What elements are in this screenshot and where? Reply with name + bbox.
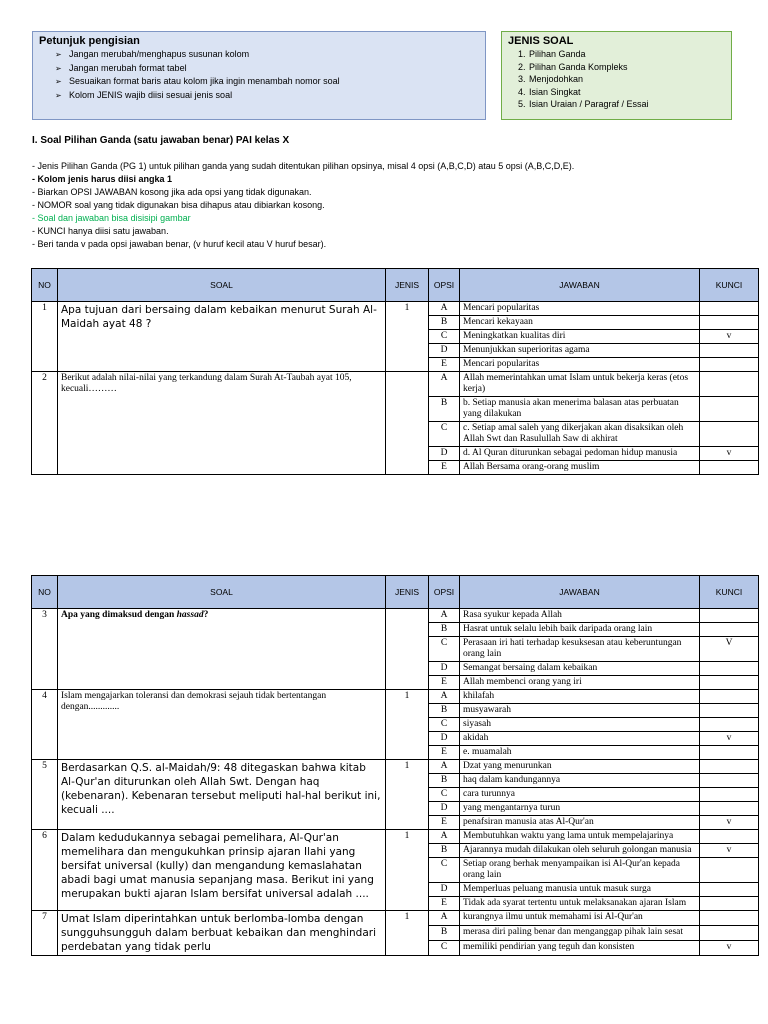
jenis-soal-label: Pilihan Ganda Kompleks <box>529 61 628 72</box>
option-answer: Allah memerintahkan umat Islam untuk bekerja keras (etos kerja) <box>460 372 700 397</box>
option-key <box>700 897 759 911</box>
option-letter: B <box>429 774 460 788</box>
header-soal: SOAL <box>58 269 386 302</box>
table-row <box>32 830 759 844</box>
header-opsi: OPSI <box>429 269 460 302</box>
option-answer: cara turunnya <box>460 788 700 802</box>
option-letter: D <box>429 802 460 816</box>
option-letter: B <box>429 623 460 637</box>
option-answer: Tidak ada syarat tertentu untuk melaksanakan ajaran Islam <box>460 897 700 911</box>
instruction-line: - NOMOR soal yang tidak digunakan bisa dihapus atau dibiarkan kosong. <box>32 200 325 210</box>
option-key <box>700 704 759 718</box>
option-letter: E <box>429 461 460 475</box>
question-table-1 <box>31 268 759 475</box>
option-answer: Ajarannya mudah dilakukan oleh seluruh golongan manusia <box>460 844 700 858</box>
option-key <box>700 690 759 704</box>
option-key: v <box>700 732 759 746</box>
question-jenis: 1 <box>386 760 429 830</box>
option-key: v <box>700 447 759 461</box>
option-letter: A <box>429 372 460 397</box>
option-letter: E <box>429 746 460 760</box>
jenis-soal-label: Menjodohkan <box>529 74 584 84</box>
option-key: v <box>700 844 759 858</box>
instructions <box>32 160 752 251</box>
option-key: v <box>700 330 759 344</box>
option-key <box>700 788 759 802</box>
question-text: Islam mengajarkan toleransi dan demokrasi sejauh tidak bertentangan dengan............. <box>58 690 386 760</box>
jenis-soal-number: 4. <box>518 86 526 97</box>
option-answer: Meningkatkan kualitas diri <box>460 330 700 344</box>
table-row <box>32 302 759 316</box>
option-answer: Perasaan iri hati terhadap kesuksesan atau keberuntungan orang lain <box>460 637 700 662</box>
jenis-soal-item <box>508 61 725 74</box>
jenis-soal-item <box>508 48 725 61</box>
question-number: 4 <box>32 690 58 760</box>
option-key <box>700 623 759 637</box>
table-row <box>32 372 759 397</box>
option-key <box>700 760 759 774</box>
jenis-soal-label: Pilihan Ganda <box>529 49 586 59</box>
option-answer: kurangnya ilmu untuk memahami isi Al-Qur'an <box>460 911 700 926</box>
option-key <box>700 609 759 623</box>
jenis-soal-label: Isian Uraian / Paragraf / Essai <box>529 99 649 109</box>
option-key <box>700 883 759 897</box>
option-answer: musyawarah <box>460 704 700 718</box>
option-key <box>700 911 759 926</box>
option-answer: Semangat bersaing dalam kebaikan <box>460 662 700 676</box>
option-key <box>700 676 759 690</box>
option-answer: Memperluas peluang manusia untuk masuk surga <box>460 883 700 897</box>
option-letter: A <box>429 302 460 316</box>
option-key: v <box>700 941 759 956</box>
option-letter: C <box>429 788 460 802</box>
option-letter: C <box>429 422 460 447</box>
option-answer: Setiap orang berhak menyampaikan isi Al-Qur'an kepada orang lain <box>460 858 700 883</box>
question-number: 5 <box>32 760 58 830</box>
table-row <box>32 690 759 704</box>
option-answer: siyasah <box>460 718 700 732</box>
question-number: 6 <box>32 830 58 911</box>
table-header-row <box>32 269 759 302</box>
option-letter: B <box>429 844 460 858</box>
question-number: 2 <box>32 372 58 475</box>
option-key: V <box>700 637 759 662</box>
question-jenis: 1 <box>386 830 429 911</box>
option-letter: C <box>429 858 460 883</box>
option-letter: D <box>429 732 460 746</box>
option-letter: E <box>429 358 460 372</box>
option-answer: d. Al Quran diturunkan sebagai pedoman hidup manusia <box>460 447 700 461</box>
option-key <box>700 774 759 788</box>
jenis-soal-label: Isian Singkat <box>529 86 581 97</box>
option-answer: haq dalam kandungannya <box>460 774 700 788</box>
header-no: NO <box>32 269 58 302</box>
question-number: 1 <box>32 302 58 372</box>
option-letter: B <box>429 316 460 330</box>
option-letter: C <box>429 637 460 662</box>
option-answer: Mencari popularitas <box>460 358 700 372</box>
petunjuk-item: ➢ Jangan merubah format tabel <box>39 62 479 76</box>
table-row <box>32 760 759 774</box>
option-key: v <box>700 816 759 830</box>
instruction-line: - KUNCI hanya diisi satu jawaban. <box>32 226 169 236</box>
option-key <box>700 926 759 941</box>
option-answer: yang mengantarnya turun <box>460 802 700 816</box>
option-letter: D <box>429 883 460 897</box>
option-answer: Mencari popularitas <box>460 302 700 316</box>
header-kunci: KUNCI <box>700 576 759 609</box>
question-jenis: 1 <box>386 911 429 956</box>
option-letter: B <box>429 926 460 941</box>
question-text: Apa tujuan dari bersaing dalam kebaikan menurut Surah Al-Maidah ayat 48 ? <box>58 302 386 372</box>
petunjuk-item: ➢ Sesuaikan format baris atau kolom jika ingin menambah nomor soal <box>39 75 479 89</box>
option-answer: Mencari kekayaan <box>460 316 700 330</box>
question-number: 3 <box>32 609 58 690</box>
header-soal: SOAL <box>58 576 386 609</box>
jenis-soal-list <box>508 48 725 111</box>
option-key <box>700 316 759 330</box>
option-key <box>700 302 759 316</box>
option-key <box>700 746 759 760</box>
option-letter: A <box>429 690 460 704</box>
option-answer: Hasrat untuk selalu lebih baik daripada orang lain <box>460 623 700 637</box>
option-letter: C <box>429 941 460 956</box>
section-title: I. Soal Pilihan Ganda (satu jawaban benar) PAI kelas X <box>32 135 290 146</box>
question-text: Umat Islam diperintahkan untuk berlomba-lomba dengan sungguhsungguh dalam berbuat kebaikan dan menghindari perdebatan yang tidak perlu <box>58 911 386 956</box>
question-jenis <box>386 372 429 475</box>
option-key <box>700 718 759 732</box>
question-text: Berikut adalah nilai-nilai yang terkandung dalam Surah At-Taubah ayat 105, kecuali……… <box>58 372 386 475</box>
petunjuk-title: Petunjuk pengisian <box>39 35 140 47</box>
question-text: Berdasarkan Q.S. al-Maidah/9: 48 ditegaskan bahwa kitab Al-Qur'an diturunkan oleh Allah Swt. Dengan haq (kebenaran). Kebenaran tersebut meliputi hal-hal berikut ini, kecuali .... <box>58 760 386 830</box>
option-key <box>700 397 759 422</box>
option-key <box>700 858 759 883</box>
instruction-line: - Jenis Pilihan Ganda (PG 1) untuk pilihan ganda yang sudah ditentukan pilihan opsinya, misal 4 opsi (A,B,C,D) atau 5 opsi (A,B,C,D,E). <box>32 161 575 171</box>
question-text: Apa yang dimaksud dengan hassad? <box>58 609 386 690</box>
header-jenis: JENIS <box>386 576 429 609</box>
option-letter: E <box>429 676 460 690</box>
option-letter: A <box>429 830 460 844</box>
italic-term: hassad <box>176 610 204 620</box>
instruction-line: - Kolom jenis harus diisi angka 1 <box>32 174 173 184</box>
option-letter: D <box>429 662 460 676</box>
header-kunci: KUNCI <box>700 269 759 302</box>
header-jawaban: JAWABAN <box>460 576 700 609</box>
jenis-soal-item <box>508 73 725 86</box>
option-key <box>700 461 759 475</box>
petunjuk-box <box>32 31 486 120</box>
header-opsi: OPSI <box>429 576 460 609</box>
option-answer: Dzat yang menurunkan <box>460 760 700 774</box>
jenis-soal-number: 5. <box>518 99 526 109</box>
option-letter: C <box>429 718 460 732</box>
jenis-soal-title: JENIS SOAL <box>508 35 574 47</box>
jenis-soal-box <box>501 31 732 120</box>
option-letter: B <box>429 397 460 422</box>
question-text: Dalam kedudukannya sebagai pemelihara, Al-Qur'an memelihara dan mengukuhkan prinsip ajaran Ilahi yang bersifat universal (kully) dan mengandung kemaslahatan abadi bagi umat manusia sepanjang masa. Berikut ini yang merupakan bukti ajaran Islam bersifat universal adalah .... <box>58 830 386 911</box>
petunjuk-list <box>39 48 479 102</box>
option-answer: merasa diri paling benar dan menganggap pihak lain sesat <box>460 926 700 941</box>
header-jawaban: JAWABAN <box>460 269 700 302</box>
question-table-2 <box>31 575 759 956</box>
option-answer: akidah <box>460 732 700 746</box>
option-letter: A <box>429 911 460 926</box>
option-answer: Rasa syukur kepada Allah <box>460 609 700 623</box>
option-key <box>700 662 759 676</box>
option-answer: Menunjukkan superioritas agama <box>460 344 700 358</box>
option-answer: Allah Bersama orang-orang muslim <box>460 461 700 475</box>
option-key <box>700 344 759 358</box>
question-jenis <box>386 609 429 690</box>
petunjuk-item: ➢ Kolom JENIS wajib diisi sesuai jenis soal <box>39 89 479 103</box>
petunjuk-item: ➢ Jangan merubah/menghapus susunan kolom <box>39 48 479 62</box>
question-jenis: 1 <box>386 302 429 372</box>
option-letter: A <box>429 760 460 774</box>
question-jenis: 1 <box>386 690 429 760</box>
table-row <box>32 609 759 623</box>
option-key <box>700 372 759 397</box>
option-answer: b. Setiap manusia akan menerima balasan atas perbuatan yang dilakukan <box>460 397 700 422</box>
option-letter: E <box>429 816 460 830</box>
option-letter: D <box>429 344 460 358</box>
header-jenis: JENIS <box>386 269 429 302</box>
option-letter: C <box>429 330 460 344</box>
option-key <box>700 358 759 372</box>
table-row <box>32 911 759 926</box>
table-header-row <box>32 576 759 609</box>
jenis-soal-number: 1. <box>518 49 526 59</box>
jenis-soal-item <box>508 98 725 111</box>
option-answer: e. muamalah <box>460 746 700 760</box>
jenis-soal-item <box>508 86 725 99</box>
option-letter: E <box>429 897 460 911</box>
instruction-line: - Biarkan OPSI JAWABAN kosong jika ada opsi yang tidak digunakan. <box>32 187 312 197</box>
option-answer: memiliki pendirian yang teguh dan konsisten <box>460 941 700 956</box>
question-number: 7 <box>32 911 58 956</box>
option-key <box>700 802 759 816</box>
jenis-soal-number: 2. <box>518 61 526 72</box>
option-letter: A <box>429 609 460 623</box>
option-key <box>700 830 759 844</box>
instruction-line: - Beri tanda v pada opsi jawaban benar, (v huruf kecil atau V huruf besar). <box>32 239 327 249</box>
header-no: NO <box>32 576 58 609</box>
option-answer: c. Setiap amal saleh yang dikerjakan akan disaksikan oleh Allah Swt dan Rasulullah Saw di akhirat <box>460 422 700 447</box>
jenis-soal-number: 3. <box>518 74 526 84</box>
option-answer: Allah membenci orang yang iri <box>460 676 700 690</box>
option-answer: Membutuhkan waktu yang lama untuk mempelajarinya <box>460 830 700 844</box>
option-letter: B <box>429 704 460 718</box>
option-answer: penafsiran manusia atas Al-Qur'an <box>460 816 700 830</box>
option-letter: D <box>429 447 460 461</box>
option-key <box>700 422 759 447</box>
instruction-line: - Soal dan jawaban bisa disisipi gambar <box>32 213 191 223</box>
option-answer: khilafah <box>460 690 700 704</box>
